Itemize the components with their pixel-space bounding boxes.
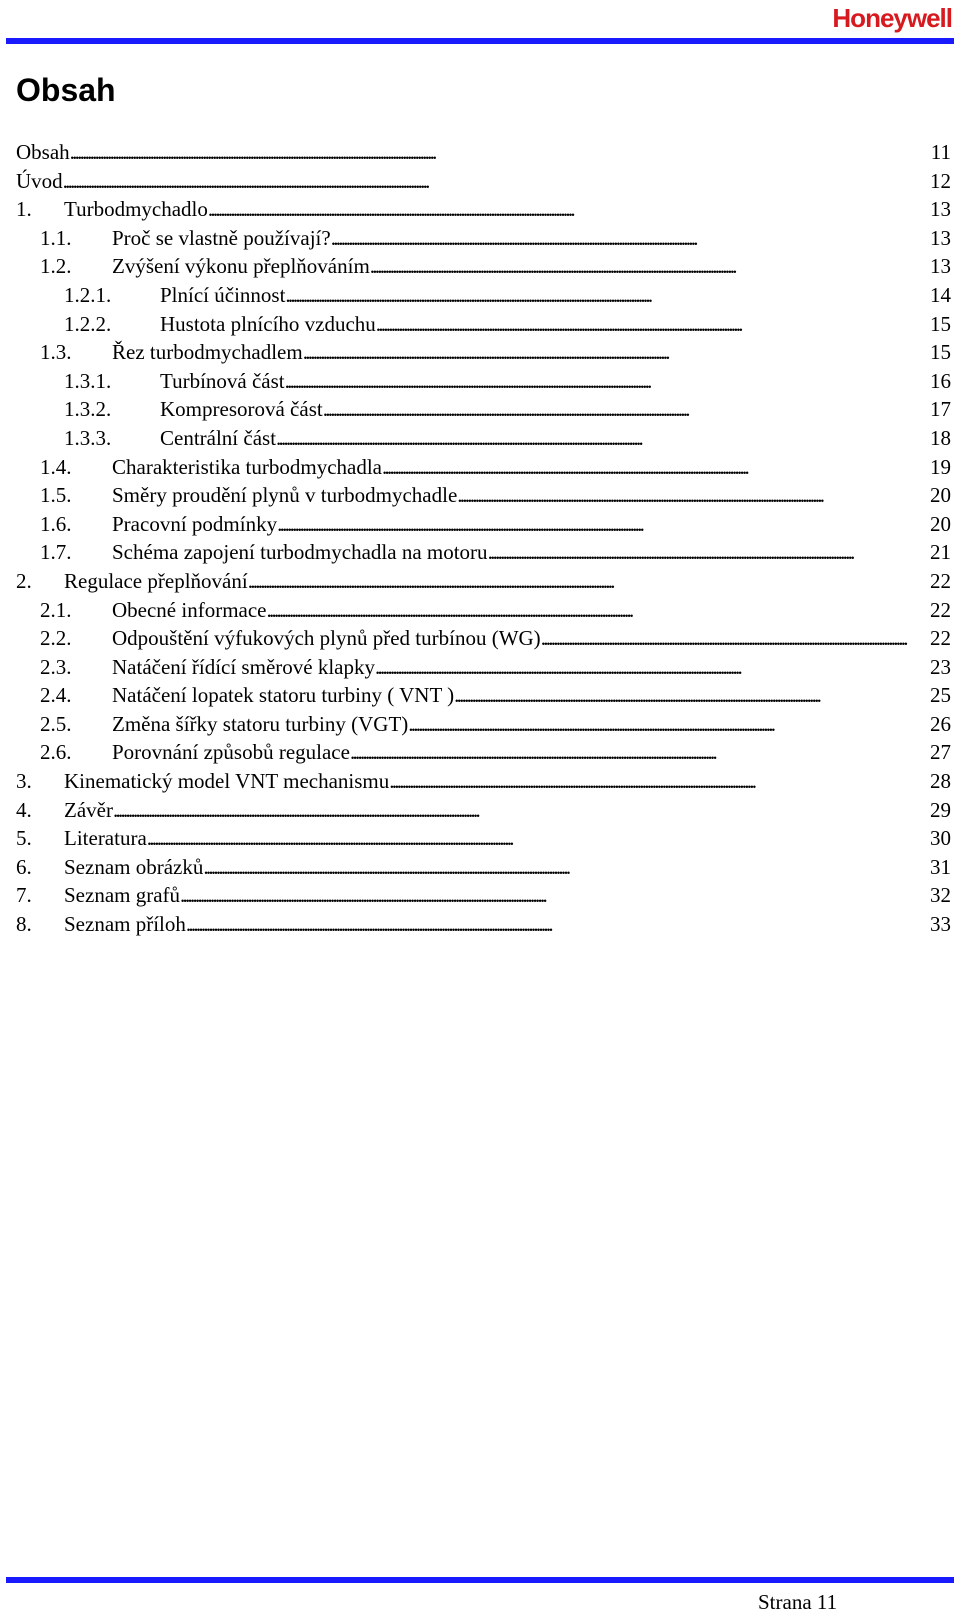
toc-entry-page: 15	[930, 340, 951, 365]
toc-entry-page: 20	[930, 511, 951, 536]
toc-entry-page: 25	[930, 683, 951, 708]
toc-entry[interactable]	[16, 453, 951, 482]
toc-entry-number: 1.	[16, 197, 32, 222]
toc-entry-number: 1.2.1.	[64, 282, 112, 307]
toc-entry-number: 1.3.3.	[64, 425, 112, 450]
toc-entry-title: Řez turbodmychadlem	[112, 340, 303, 365]
toc-leader-dots	[370, 252, 928, 281]
toc-entry-title: Seznam grafů	[64, 883, 181, 908]
toc-entry-title: Charakteristika turbodmychadla	[112, 454, 382, 479]
toc-entry-page: 28	[930, 769, 951, 794]
toc-entry-page: 33	[930, 912, 951, 937]
toc-entry-page: 30	[930, 826, 951, 851]
toc-entry-title: Turbínová část	[160, 368, 285, 393]
toc-entry-number: 1.3.2.	[64, 397, 112, 422]
toc-entry[interactable]	[16, 853, 951, 882]
toc-entry[interactable]	[16, 167, 951, 196]
toc-entry-title: Odpouštění výfukových plynů před turbínou (WG)	[112, 626, 541, 651]
honeywell-logo: Honeywell	[832, 3, 952, 33]
toc-entry-number: 1.4.	[40, 454, 72, 479]
toc-entry-number: 5.	[16, 826, 32, 851]
toc-entry[interactable]	[16, 424, 951, 453]
toc-leader-dots	[375, 653, 928, 682]
toc-entry[interactable]	[16, 338, 951, 367]
toc-entry-page: 26	[930, 711, 951, 736]
toc-entry-title: Literatura	[64, 826, 147, 851]
toc-entry-page: 12	[930, 168, 951, 193]
toc-leader-dots	[488, 538, 928, 567]
toc-entry-number: 2.5.	[40, 711, 72, 736]
toc-leader-dots	[208, 195, 928, 224]
toc-entry-title: Schéma zapojení turbodmychadla na motoru	[112, 540, 488, 565]
toc-leader-dots	[541, 624, 928, 653]
toc-entry[interactable]	[16, 481, 951, 510]
toc-entry-number: 2.	[16, 568, 32, 593]
toc-entry[interactable]	[16, 681, 951, 710]
toc-entry[interactable]	[16, 195, 951, 224]
toc-entry[interactable]	[16, 881, 951, 910]
toc-leader-dots	[203, 853, 928, 882]
header-rule	[6, 38, 954, 44]
toc-leader-dots	[323, 395, 928, 424]
toc-entry-title: Změna šířky statoru turbiny (VGT)	[112, 711, 409, 736]
toc-entry-page: 31	[930, 854, 951, 879]
toc-leader-dots	[113, 796, 928, 825]
toc-entry[interactable]	[16, 538, 951, 567]
toc-entry-title: Kinematický model VNT mechanismu	[64, 769, 390, 794]
toc-entry-title: Plnící účinnost	[160, 282, 286, 307]
toc-entry-title: Kompresorová část	[160, 397, 323, 422]
toc-leader-dots	[454, 681, 928, 710]
toc-leader-dots	[376, 310, 928, 339]
toc-leader-dots	[285, 367, 928, 396]
toc-leader-dots	[70, 138, 929, 167]
toc-entry-page: 16	[930, 368, 951, 393]
toc-entry[interactable]	[16, 138, 951, 167]
toc-leader-dots	[180, 881, 928, 910]
toc-entry[interactable]	[16, 281, 951, 310]
toc-entry-number: 2.6.	[40, 740, 72, 765]
toc-entry-number: 1.2.2.	[64, 311, 112, 336]
toc-entry-page: 32	[930, 883, 951, 908]
toc-entry-title: Natáčení řídící směrové klapky	[112, 654, 375, 679]
toc-entry-number: 3.	[16, 769, 32, 794]
toc-entry-title: Seznam obrázků	[64, 854, 204, 879]
toc-entry-number: 4.	[16, 797, 32, 822]
toc-leader-dots	[350, 738, 928, 767]
toc-leader-dots	[389, 767, 928, 796]
toc-entry-page: 18	[930, 425, 951, 450]
toc-entry-page: 13	[930, 225, 951, 250]
toc-leader-dots	[457, 481, 928, 510]
toc-entry[interactable]	[16, 252, 951, 281]
toc-leader-dots	[303, 338, 928, 367]
toc-entry-title: Centrální část	[160, 425, 277, 450]
toc-entry[interactable]	[16, 624, 951, 653]
toc-entry-number: 1.3.	[40, 340, 72, 365]
toc-entry-page: 13	[930, 197, 951, 222]
toc-entry-number: 7.	[16, 883, 32, 908]
toc-entry[interactable]	[16, 738, 951, 767]
toc-entry-title: Turbodmychadlo	[64, 197, 208, 222]
toc-entry-title: Závěr	[64, 797, 113, 822]
toc-entry-number: 1.7.	[40, 540, 72, 565]
toc-leader-dots	[267, 596, 929, 625]
toc-leader-dots	[147, 824, 928, 853]
toc-entry[interactable]	[16, 824, 951, 853]
toc-leader-dots	[382, 453, 928, 482]
toc-entry-page: 20	[930, 483, 951, 508]
toc-entry[interactable]	[16, 567, 951, 596]
toc-entry-title: Zvýšení výkonu přeplňováním	[112, 254, 370, 279]
toc-entry[interactable]	[16, 796, 951, 825]
page-title: Obsah	[16, 72, 116, 108]
toc-entry-number: 2.4.	[40, 683, 72, 708]
toc-entry-page: 13	[930, 254, 951, 279]
toc-entry-title: Porovnání způsobů regulace	[112, 740, 350, 765]
toc-leader-dots	[285, 281, 928, 310]
toc-entry-title: Proč se vlastně používají?	[112, 225, 331, 250]
toc-entry-number: 2.1.	[40, 597, 72, 622]
toc-entry-number: 1.6.	[40, 511, 72, 536]
toc-leader-dots	[248, 567, 928, 596]
toc-entry-page: 27	[930, 740, 951, 765]
toc-entry-page: 11	[930, 140, 951, 164]
toc-entry-page: 19	[930, 454, 951, 479]
toc-entry-page: 14	[930, 282, 951, 307]
toc-entry-title: Směry proudění plynů v turbodmychadle	[112, 483, 458, 508]
toc-entry[interactable]	[16, 710, 951, 739]
toc-entry-number: 1.2.	[40, 254, 72, 279]
toc-entry-number: 1.5.	[40, 483, 72, 508]
toc-entry-page: 22	[930, 626, 951, 651]
toc-entry-page: 29	[930, 797, 951, 822]
toc-entry[interactable]	[16, 596, 951, 625]
toc-leader-dots	[186, 910, 928, 939]
toc-leader-dots	[276, 424, 928, 453]
toc-entry[interactable]	[16, 767, 951, 796]
toc-entry-number: 8.	[16, 912, 32, 937]
toc-entry[interactable]	[16, 367, 951, 396]
toc-leader-dots	[331, 224, 928, 253]
toc-entry-number: 1.1.	[40, 225, 72, 250]
toc-entry-page: 23	[930, 654, 951, 679]
toc-leader-dots	[277, 510, 928, 539]
toc-entry-title: Obecné informace	[112, 597, 267, 622]
toc-entry-title: Úvod	[16, 168, 63, 193]
footer-rule	[6, 1577, 954, 1583]
toc-entry-page: 22	[930, 597, 951, 622]
toc-leader-dots	[63, 167, 928, 196]
toc-leader-dots	[408, 710, 928, 739]
toc-entry-page: 15	[930, 311, 951, 336]
toc-entry-page: 21	[930, 540, 951, 565]
toc-entry-number: 2.3.	[40, 654, 72, 679]
toc-entry[interactable]	[16, 395, 951, 424]
page-number: Strana 11	[758, 1590, 838, 1614]
toc-entry-title: Natáčení lopatek statoru turbiny ( VNT )	[112, 683, 455, 708]
toc-entry[interactable]	[16, 653, 951, 682]
toc-entry-title: Seznam příloh	[64, 912, 186, 937]
toc-entry[interactable]	[16, 510, 951, 539]
table-of-contents	[16, 138, 951, 939]
toc-entry-number: 1.3.1.	[64, 368, 112, 393]
toc-entry[interactable]	[16, 310, 951, 339]
toc-entry-number: 6.	[16, 854, 32, 879]
toc-entry-number: 2.2.	[40, 626, 72, 651]
toc-entry-title: Obsah	[16, 140, 70, 164]
toc-entry-title: Regulace přeplňování	[64, 568, 248, 593]
toc-entry-page: 22	[930, 568, 951, 593]
toc-entry[interactable]	[16, 224, 951, 253]
toc-entry[interactable]	[16, 910, 951, 939]
toc-entry-title: Hustota plnícího vzduchu	[160, 311, 376, 336]
toc-entry-title: Pracovní podmínky	[112, 511, 278, 536]
toc-entry-page: 17	[930, 397, 951, 422]
